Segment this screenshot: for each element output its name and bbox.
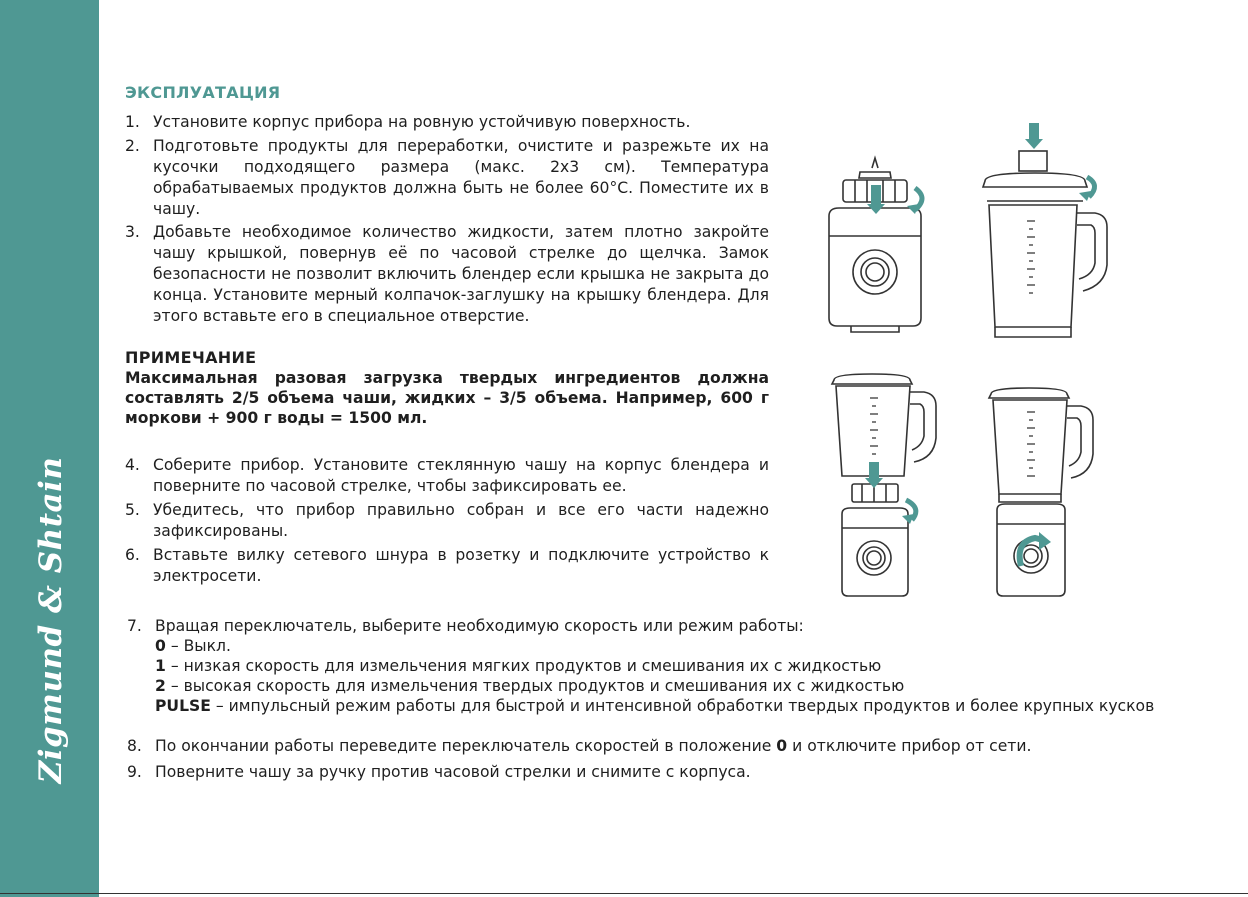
step-text: Соберите прибор. Установите стеклянную чашу на корпус блендера и поверните по часовой стрелке, чтобы зафиксировать ее.: [153, 456, 769, 495]
step-number: 4.: [125, 456, 140, 474]
step-5: [125, 500, 769, 542]
step-number: 3.: [125, 223, 140, 241]
step-9: [127, 762, 1177, 782]
blender-base-with-blade-icon: [815, 150, 955, 340]
step-8: 8. По окончании работы переведите переключатель скоростей в положение 0 и отключите прибор от сети.: [127, 737, 1032, 755]
step-number: 1.: [125, 113, 140, 131]
mode-high: 2 – высокая скорость для измельчения твердых продуктов и смешивания их с жидкостью: [155, 677, 905, 695]
jar-with-lid-icon: [975, 115, 1115, 345]
step-text: Установите корпус прибора на ровную устойчивую поверхность.: [153, 113, 691, 131]
step-6: [125, 545, 769, 587]
bottom-rule: [0, 893, 1248, 894]
step-number: 7.: [127, 617, 142, 635]
step-7: [127, 616, 1177, 716]
mode-off: 0 – Выкл.: [155, 637, 231, 655]
mode-low: 1 – низкая скорость для измельчения мягких продуктов и смешивания их с жидкостью: [155, 657, 882, 675]
step-text: Подготовьте продукты для переработки, очистите и разрежьте их на кусочки подходящего размера (макс. 2х3 см). Температура обрабатываемых продуктов должна быть не более 60°С. Поместите их в чашу.: [153, 137, 769, 218]
step-number: 6.: [125, 546, 140, 564]
step-3: [125, 222, 769, 327]
jar-on-base-icon: [828, 368, 958, 603]
step-4: [125, 455, 769, 497]
step-number: 5.: [125, 501, 140, 519]
note-title: ПРИМЕЧАНИЕ: [125, 348, 257, 367]
brand-sidebar: Zigmund & Shtain: [0, 0, 99, 897]
step-number: 2.: [125, 137, 140, 155]
step-2: [125, 136, 769, 220]
step-number: 8.: [127, 737, 142, 755]
step-number: 9.: [127, 763, 142, 781]
step-text: Добавьте необходимое количество жидкости, затем плотно закройте чашу крышкой, повернув её по часовой стрелке до щелчка. Замок безопасности не позволит включить блендер если крышка не закрыта до конца. Установите мерный колпачок-заглушку на крышку блендера. Для этого вставьте его в специальное отверстие.: [153, 223, 769, 325]
note-text: Максимальная разовая загрузка твердых ингредиентов должна составлять 2/5 объема чаши, жидких – 3/5 объема. Например, 600 г моркови + 900 г воды = 1500 мл.: [125, 369, 769, 427]
step-text: Вращая переключатель, выберите необходимую скорость или режим работы:: [155, 617, 804, 635]
step-1: [125, 112, 769, 133]
section-title: ЭКСПЛУАТАЦИЯ: [125, 83, 281, 102]
mode-pulse: PULSE – импульсный режим работы для быстрой и интенсивной обработки твердых продуктов и более крупных кусков: [155, 697, 1155, 715]
step-text: Убедитесь, что прибор правильно собран и все его части надежно зафиксированы.: [153, 501, 769, 540]
step-text: Вставьте вилку сетевого шнура в розетку и подключите устройство к электросети.: [153, 546, 769, 585]
assembled-blender-icon: [985, 382, 1110, 604]
step-text: Поверните чашу за ручку против часовой стрелки и снимите с корпуса.: [155, 763, 751, 781]
